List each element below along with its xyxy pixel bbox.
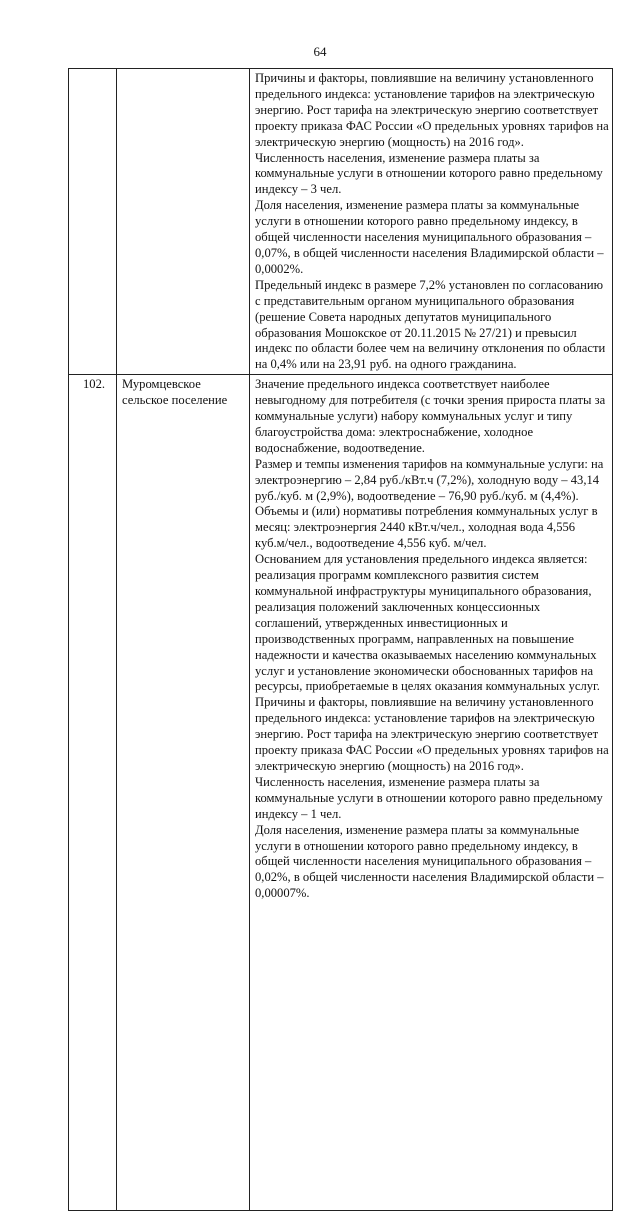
paragraph: Размер и темпы изменения тарифов на коммунальные услуги: на электроэнергию – 2,84 руб./кВт.ч (7,2%), холодную воду – 43,14 руб./куб. м (2,9%), водоотведение – 76,90 руб./куб. м (4,4%).: [255, 456, 604, 503]
table-row: [69, 69, 613, 375]
municipality-cell: [117, 69, 250, 375]
table-row: [69, 375, 613, 1211]
paragraph: Причины и факторы, повлиявшие на величину установленного предельного индекса: установление тарифов на электрическую энергию. Рост тарифа на электрическую энергию соответствует проекту приказа ФАС России «О предельных уровнях тарифов на электрическую энергию (мощность) на 2016 год».: [255, 71, 609, 149]
row-number-cell: [69, 69, 117, 375]
paragraph: Причины и факторы, повлиявшие на величину установленного предельного индекса: установление тарифов на электрическую энергию. Рост тарифа на электрическую энергию соответствует проекту приказа ФАС России «О предельных уровнях тарифов на электрическую энергию (мощность) на 2016 год».: [255, 695, 609, 773]
paragraph: Численность населения, изменение размера платы за коммунальные услуги в отношении которого равно предельному индексу – 1 чел.: [255, 774, 603, 821]
page-number: 64: [313, 44, 327, 59]
description-cell: [250, 69, 613, 375]
paragraph: Объемы и (или) нормативы потребления коммунальных услуг в месяц: электроэнергия 2440 кВт.ч/чел., холодная вода 4,556 куб.м/чел., водоотведение 4,556 куб. м/чел.: [255, 504, 598, 551]
paragraph: Доля населения, изменение размера платы за коммунальные услуги в отношении которого равно предельному индексу, в общей численности населения муниципального образования – 0,02%, в общей численности населения Владимирской области – 0,00007%.: [255, 822, 604, 901]
row-number-cell: 102.: [69, 375, 117, 1211]
index-table: [68, 68, 613, 1211]
municipality-cell: Муромцевское сельское поселение: [117, 375, 250, 1211]
paragraph: Предельный индекс в размере 7,2% установлен по согласованию с представительным органом муниципального образования (решение Совета народных депутатов муниципального образования Мошокское от 20.11.2015 № 27/21) и превысил индекс по области более чем на величину отклонения по области на 0,4% или на 23,91 руб. на одного гражданина.: [255, 277, 606, 372]
description-cell: [250, 375, 613, 1211]
paragraph: Основанием для установления предельного индекса является: реализация программ комплексного развития систем коммунальной инфраструктуры муниципального образования, реализация положений заключенных концессионных соглашений, утвержденных инвестиционных и производственных программ, направленных на повышение надежности и качества оказываемых населению коммунальных услуг и установление экономически обоснованных тарифов на ресурсы, приобретаемые в целях оказания коммунальных услуг.: [255, 552, 600, 694]
paragraph: Численность населения, изменение размера платы за коммунальные услуги в отношении которого равно предельному индексу – 3 чел.: [255, 150, 603, 197]
paragraph: Доля населения, изменение размера платы за коммунальные услуги в отношении которого равно предельному индексу, в общей численности населения муниципального образования – 0,07%, в общей численности населения Владимирской области – 0,0002%.: [255, 198, 604, 276]
paragraph: Значение предельного индекса соответствует наиболее невыгодному для потребителя (с точки зрения прироста платы за коммунальные услуги) набору коммунальных услуг и типу благоустройства дома: электроснабжение, холодное водоснабжение, водоотведение.: [255, 377, 606, 455]
